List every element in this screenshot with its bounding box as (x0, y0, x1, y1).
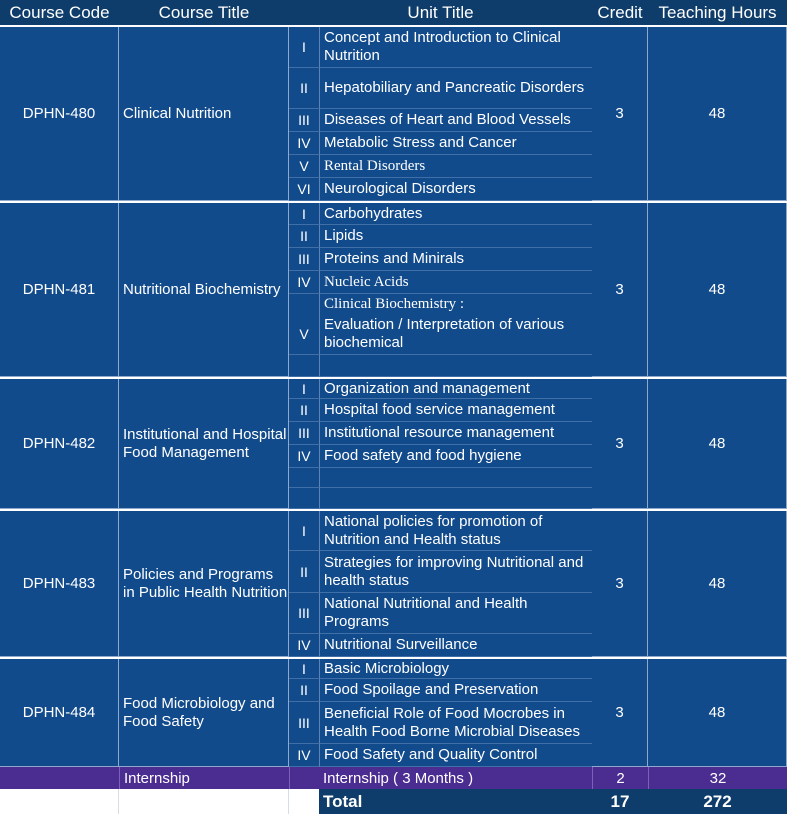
course-code: DPHN-484 (0, 659, 119, 767)
unit-number: III (289, 248, 319, 271)
unit-number: I (289, 27, 319, 68)
unit-number: III (289, 422, 319, 445)
unit-title: National policies for promotion of Nutrition and Health status (319, 511, 592, 551)
total-label: Total (319, 789, 592, 814)
course-title: Institutional and Hospital Food Management (119, 379, 289, 509)
course-hours: 48 (648, 511, 787, 657)
unit-number: II (289, 225, 319, 248)
unit-number: IV (289, 132, 319, 155)
unit-number: III (289, 702, 319, 744)
unit-title: Food Safety and Quality Control (319, 744, 592, 767)
unit-title: Proteins and Minirals (319, 248, 592, 271)
unit-number: VI (289, 178, 319, 201)
course-title: Nutritional Biochemistry (119, 203, 289, 377)
unit-number: V (289, 155, 319, 178)
unit-title: National Nutritional and Health Programs (319, 593, 592, 634)
unit-title: Hospital food service management (319, 399, 592, 422)
unit-title-empty (319, 488, 592, 509)
unit-title: Basic Microbiology (319, 659, 592, 679)
internship-roman-cell (289, 767, 319, 789)
header-course-code: Course Code (0, 0, 119, 25)
unit-number: IV (289, 445, 319, 468)
unit-title: Beneficial Role of Food Mocrobes in Health Food Borne Microbial Diseases (319, 702, 592, 744)
unit-number: I (289, 659, 319, 679)
course-code: DPHN-480 (0, 27, 119, 201)
course-credit: 3 (592, 511, 648, 657)
unit-number: IV (289, 744, 319, 767)
header-course-title: Course Title (119, 0, 289, 25)
unit-title: Diseases of Heart and Blood Vessels (319, 109, 592, 132)
unit-number-empty (289, 355, 319, 377)
header-unit-title: Unit Title (289, 0, 592, 25)
internship-credit: 2 (592, 767, 648, 789)
course-code: DPHN-481 (0, 203, 119, 377)
unit-title: Strategies for improving Nutritional and health status (319, 551, 592, 593)
unit-number: I (289, 511, 319, 551)
unit-number: I (289, 379, 319, 399)
course-credit: 3 (592, 379, 648, 509)
course-credit: 3 (592, 659, 648, 767)
course-hours: 48 (648, 27, 787, 201)
header-teaching-hours: Teaching Hours (648, 0, 787, 25)
unit-title: Evaluation / Interpretation of various biochemical (319, 314, 592, 355)
unit-title: Carbohydrates (319, 203, 592, 225)
course-code: DPHN-483 (0, 511, 119, 657)
course-hours: 48 (648, 203, 787, 377)
unit-title: Concept and Introduction to Clinical Nutrition (319, 27, 592, 68)
unit-title: Nutritional Surveillance (319, 634, 592, 657)
unit-number: IV (289, 634, 319, 657)
course-title: Policies and Programs in Public Health Nutrition (119, 511, 289, 657)
total-blank-roman (289, 789, 319, 814)
unit-number: II (289, 68, 319, 109)
internship-code-cell (0, 767, 119, 789)
unit-title: Food Spoilage and Preservation (319, 679, 592, 702)
unit-title: Nucleic Acids (319, 271, 592, 294)
unit-number: II (289, 399, 319, 422)
unit-title: Institutional resource management (319, 422, 592, 445)
internship-title: Internship (119, 767, 289, 789)
unit-title: Rental Disorders (319, 155, 592, 178)
unit-title: Food safety and food hygiene (319, 445, 592, 468)
unit-number: III (289, 109, 319, 132)
unit-number: IV (289, 271, 319, 294)
unit-title: Organization and management (319, 379, 592, 399)
course-title: Food Microbiology and Food Safety (119, 659, 289, 767)
unit-title: Lipids (319, 225, 592, 248)
internship-hours: 32 (648, 767, 787, 789)
course-credit: 3 (592, 203, 648, 377)
unit-title: Hepatobiliary and Pancreatic Disorders (319, 68, 592, 109)
unit-title-empty (319, 468, 592, 488)
unit-number: III (289, 593, 319, 634)
internship-unit: Internship ( 3 Months ) (319, 767, 592, 789)
total-blank-title (119, 789, 289, 814)
course-hours: 48 (648, 659, 787, 767)
total-hours: 272 (648, 789, 787, 814)
unit-number: I (289, 203, 319, 225)
unit-number: II (289, 551, 319, 593)
unit-title: Metabolic Stress and Cancer (319, 132, 592, 155)
course-hours: 48 (648, 379, 787, 509)
unit-title-empty (319, 355, 592, 377)
unit-number: V (289, 314, 319, 355)
unit-number (289, 294, 319, 314)
course-credit: 3 (592, 27, 648, 201)
unit-number-empty (289, 468, 319, 488)
total-credit: 17 (592, 789, 648, 814)
course-code: DPHN-482 (0, 379, 119, 509)
unit-title: Neurological Disorders (319, 178, 592, 201)
unit-number-empty (289, 488, 319, 509)
course-title: Clinical Nutrition (119, 27, 289, 201)
unit-number: II (289, 679, 319, 702)
unit-title: Clinical Biochemistry : (319, 294, 592, 314)
header-credit: Credit (592, 0, 648, 25)
total-blank-code (0, 789, 119, 814)
